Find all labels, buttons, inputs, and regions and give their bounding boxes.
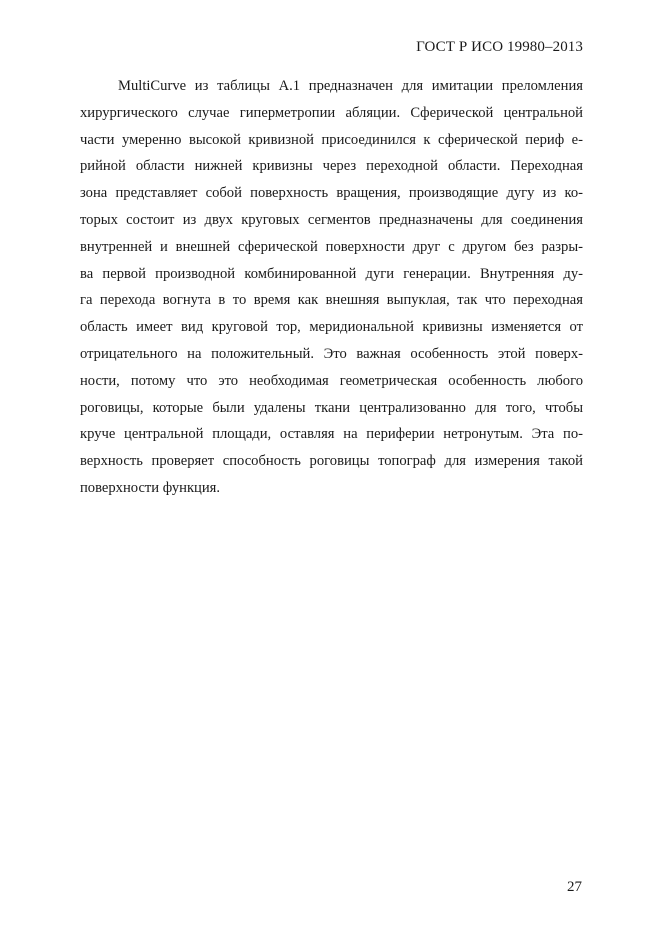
paragraph-line: ва первой производной комбинированной дуги генерации. Внутренняя ду- xyxy=(80,265,583,282)
paragraph-line: отрицательного на положительный. Это важная особенность этой поверх- xyxy=(80,345,583,362)
paragraph-line: ности, потому что это необходимая геометрическая особенность любого xyxy=(80,372,583,389)
paragraph-line: торых состоит из двух круговых сегментов предназначены для соединения xyxy=(80,211,583,228)
paragraph-line: круче центральной площади, оставляя на периферии нетронутым. Эта по- xyxy=(80,426,583,443)
standard-header: ГОСТ Р ИСО 19980–2013 xyxy=(416,39,583,55)
paragraph-line: части умеренно высокой кривизной присоединился к сферической периф е- xyxy=(80,131,583,148)
paragraph-line: зона представляет собой поверхность вращения, производящие дугу из ко- xyxy=(80,185,583,202)
paragraph-line: верхность проверяет способность роговицы топограф для измерения такой xyxy=(80,453,583,470)
paragraph-line: внутренней и внешней сферической поверхности друг с другом без разры- xyxy=(80,238,583,255)
page-number: 27 xyxy=(567,879,582,895)
body-paragraph xyxy=(80,78,583,507)
paragraph-line: MultiCurve из таблицы А.1 предназначен для имитации преломления xyxy=(118,78,583,94)
paragraph-line: хирургического случае гиперметропии абляции. Сферической центральной xyxy=(80,104,583,121)
paragraph-line: роговицы, которые были удалены ткани централизованно для того, чтобы xyxy=(80,399,583,416)
paragraph-line: рийной области нижней кривизны через переходной области. Переходная xyxy=(80,158,583,175)
paragraph-line: область имеет вид круговой тор, меридиональной кривизны изменяется от xyxy=(80,319,583,336)
paragraph-line: поверхности функция. xyxy=(80,479,221,496)
paragraph-line: га перехода вогнута в то время как внешняя выпуклая, так что переходная xyxy=(80,292,583,309)
